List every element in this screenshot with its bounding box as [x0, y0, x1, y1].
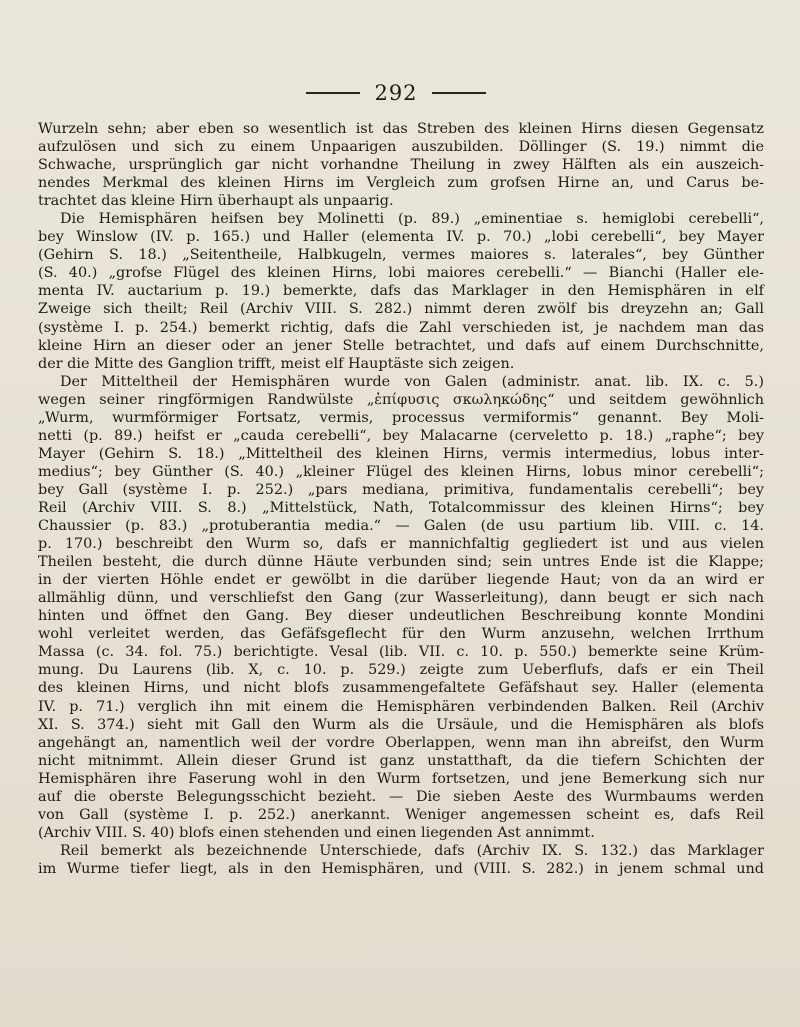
text-line: Schwache, ursprünglich gar nicht vorhandne Theilung in zwey Hälften als ein auszeich- — [38, 157, 764, 174]
text-line: Theilen besteht, die durch dünne Häute verbunden sind; sein untres Ende ist die Klappe; — [38, 554, 764, 571]
text-line: angehängt an, namentlich weil der vordre Oberlappen, wenn man ihn abreifst, den Wurm — [38, 734, 764, 751]
page-number: 292 — [374, 81, 418, 105]
text-line: medius“; bey Günther (S. 40.) „kleiner Flügel des kleinen Hirns, lobus minor cerebelli“; — [38, 463, 764, 480]
text-line: nendes Merkmal des kleinen Hirns im Vergleich zum grofsen Hirne an, und Carus be- — [38, 175, 764, 192]
text-line: p. 170.) beschreibt den Wurm so, dafs er mannichfaltig gegliedert ist und aus vielen — [38, 536, 764, 553]
text-line: Massa (c. 34. fol. 75.) berichtigte. Vesal (lib. VII. c. 10. p. 550.) bemerkte seine Krüm- — [38, 644, 764, 661]
text-line: nicht mitnimmt. Allein dieser Grund ist ganz unstatthaft, da die tiefern Schichten der — [38, 752, 764, 769]
page-header — [0, 78, 800, 108]
text-line: wohl verleitet werden, das Gefäfsgeflecht für den Wurm anzusehn, welchen Irrthum — [38, 626, 764, 643]
text-line: Hemisphären ihre Faserung wohl in den Wurm fortsetzen, und jene Bemerkung sich nur — [38, 770, 764, 787]
text-line: XI. S. 374.) sieht mit Gall den Wurm als die Ursäule, und die Hemisphären als blofs — [38, 716, 764, 733]
text-line: (Gehirn S. 18.) „Seitentheile, Halbkugeln, vermes maiores s. laterales“, bey Günther — [38, 247, 764, 264]
text-line: Reil bemerkt als bezeichnende Unterschiede, dafs (Archiv IX. S. 132.) das Marklager — [60, 842, 764, 859]
text-line: Zweige sich theilt; Reil (Archiv VIII. S. 282.) nimmt deren zwölf bis dreyzehn an; Gall — [38, 301, 764, 318]
text-line: Die Hemisphären heifsen bey Molinetti (p. 89.) „eminentiae s. hemiglobi cerebelli“, — [60, 211, 764, 228]
text-line: wegen seiner ringförmigen Randwülste „ἐπίφυσις σκωληκώδης“ und seitdem gewöhnlich — [38, 391, 764, 408]
text-line: Reil (Archiv VIII. S. 8.) „Mittelstück, Nath, Totalcommissur des kleinen Hirns“; bey — [38, 499, 764, 516]
body-text — [38, 120, 764, 878]
header-rule-left — [306, 92, 360, 94]
text-line: im Wurme tiefer liegt, als in den Hemisphären, und (VIII. S. 282.) in jenem schmal und — [38, 860, 764, 877]
text-line: „Wurm, wurmförmiger Fortsatz, vermis, processus vermiformis“ genannt. Bey Moli- — [38, 409, 764, 426]
text-line: (S. 40.) „grofse Flügel des kleinen Hirns, lobi maiores cerebelli.“ — Bianchi (Haller ele- — [38, 265, 764, 282]
text-line: netti (p. 89.) heifst er „cauda cerebelli“, bey Malacarne (cerveletto p. 18.) „raphe“; bey — [38, 427, 764, 444]
text-line: Der Mitteltheil der Hemisphären wurde von Galen (administr. anat. lib. IX. c. 5.) — [60, 373, 764, 390]
text-line: hinten und öffnet den Gang. Bey dieser undeutlichen Beschreibung konnte Mondini — [38, 608, 764, 625]
text-line: bey Winslow (IV. p. 165.) und Haller (elementa IV. p. 70.) „lobi cerebelli“, bey Mayer — [38, 229, 764, 246]
text-line: Wurzeln sehn; aber eben so wesentlich ist das Streben des kleinen Hirns diesen Gegensatz — [38, 121, 764, 137]
text-line: Chaussier (p. 83.) „protuberantia media.“ — Galen (de usu partium lib. VIII. c. 14. — [38, 518, 764, 535]
header-rule-right — [432, 92, 486, 94]
text-line: trachtet das kleine Hirn überhaupt als unpaarig. — [38, 193, 394, 210]
text-line: von Gall (système I. p. 252.) anerkannt. Weniger angemessen scheint es, dafs Reil — [38, 806, 764, 823]
text-line: mung. Du Laurens (lib. X, c. 10. p. 529.) zeigte zum Ueberflufs, dafs er ein Theil — [38, 662, 764, 679]
text-line: bey Gall (système I. p. 252.) „pars mediana, primitiva, fundamentalis cerebelli“; bey — [38, 481, 764, 498]
text-line: allmählig dünn, und verschliefst den Gang (zur Wasserleitung), dann beugt er sich nach — [38, 590, 764, 607]
text-line: Mayer (Gehirn S. 18.) „Mitteltheil des kleinen Hirns, vermis intermedius, lobus inter- — [38, 445, 764, 462]
text-line: IV. p. 71.) verglich ihn mit einem die Hemisphären verbindenden Balken. Reil (Archiv — [38, 698, 764, 715]
text-line: der die Mitte des Ganglion trifft, meist elf Hauptäste sich zeigen. — [38, 355, 515, 372]
text-line: auf die oberste Belegungsschicht bezieht. — Die sieben Aeste des Wurmbaums werden — [38, 788, 764, 805]
text-line: aufzulösen und sich zu einem Unpaarigen auszubilden. Döllinger (S. 19.) nimmt die — [38, 139, 764, 156]
text-line: menta IV. auctarium p. 19.) bemerkte, dafs das Marklager in den Hemisphären in elf — [38, 283, 764, 300]
text-line: des kleinen Hirns, und nicht blofs zusammengefaltete Gefäfshaut sey. Haller (elementa — [38, 680, 764, 697]
text-line: kleine Hirn an dieser oder an jener Stelle betrachtet, und dafs auf einem Durchschnitte, — [38, 337, 764, 354]
text-line: (système I. p. 254.) bemerkt richtig, dafs die Zahl verschieden ist, je nachdem man das — [38, 319, 764, 336]
text-line: (Archiv VIII. S. 40) blofs einen stehenden und einen liegenden Ast annimmt. — [38, 824, 595, 841]
text-line: in der vierten Höhle endet er gewölbt in die darüber liegende Haut; von da an wird er — [38, 572, 764, 589]
